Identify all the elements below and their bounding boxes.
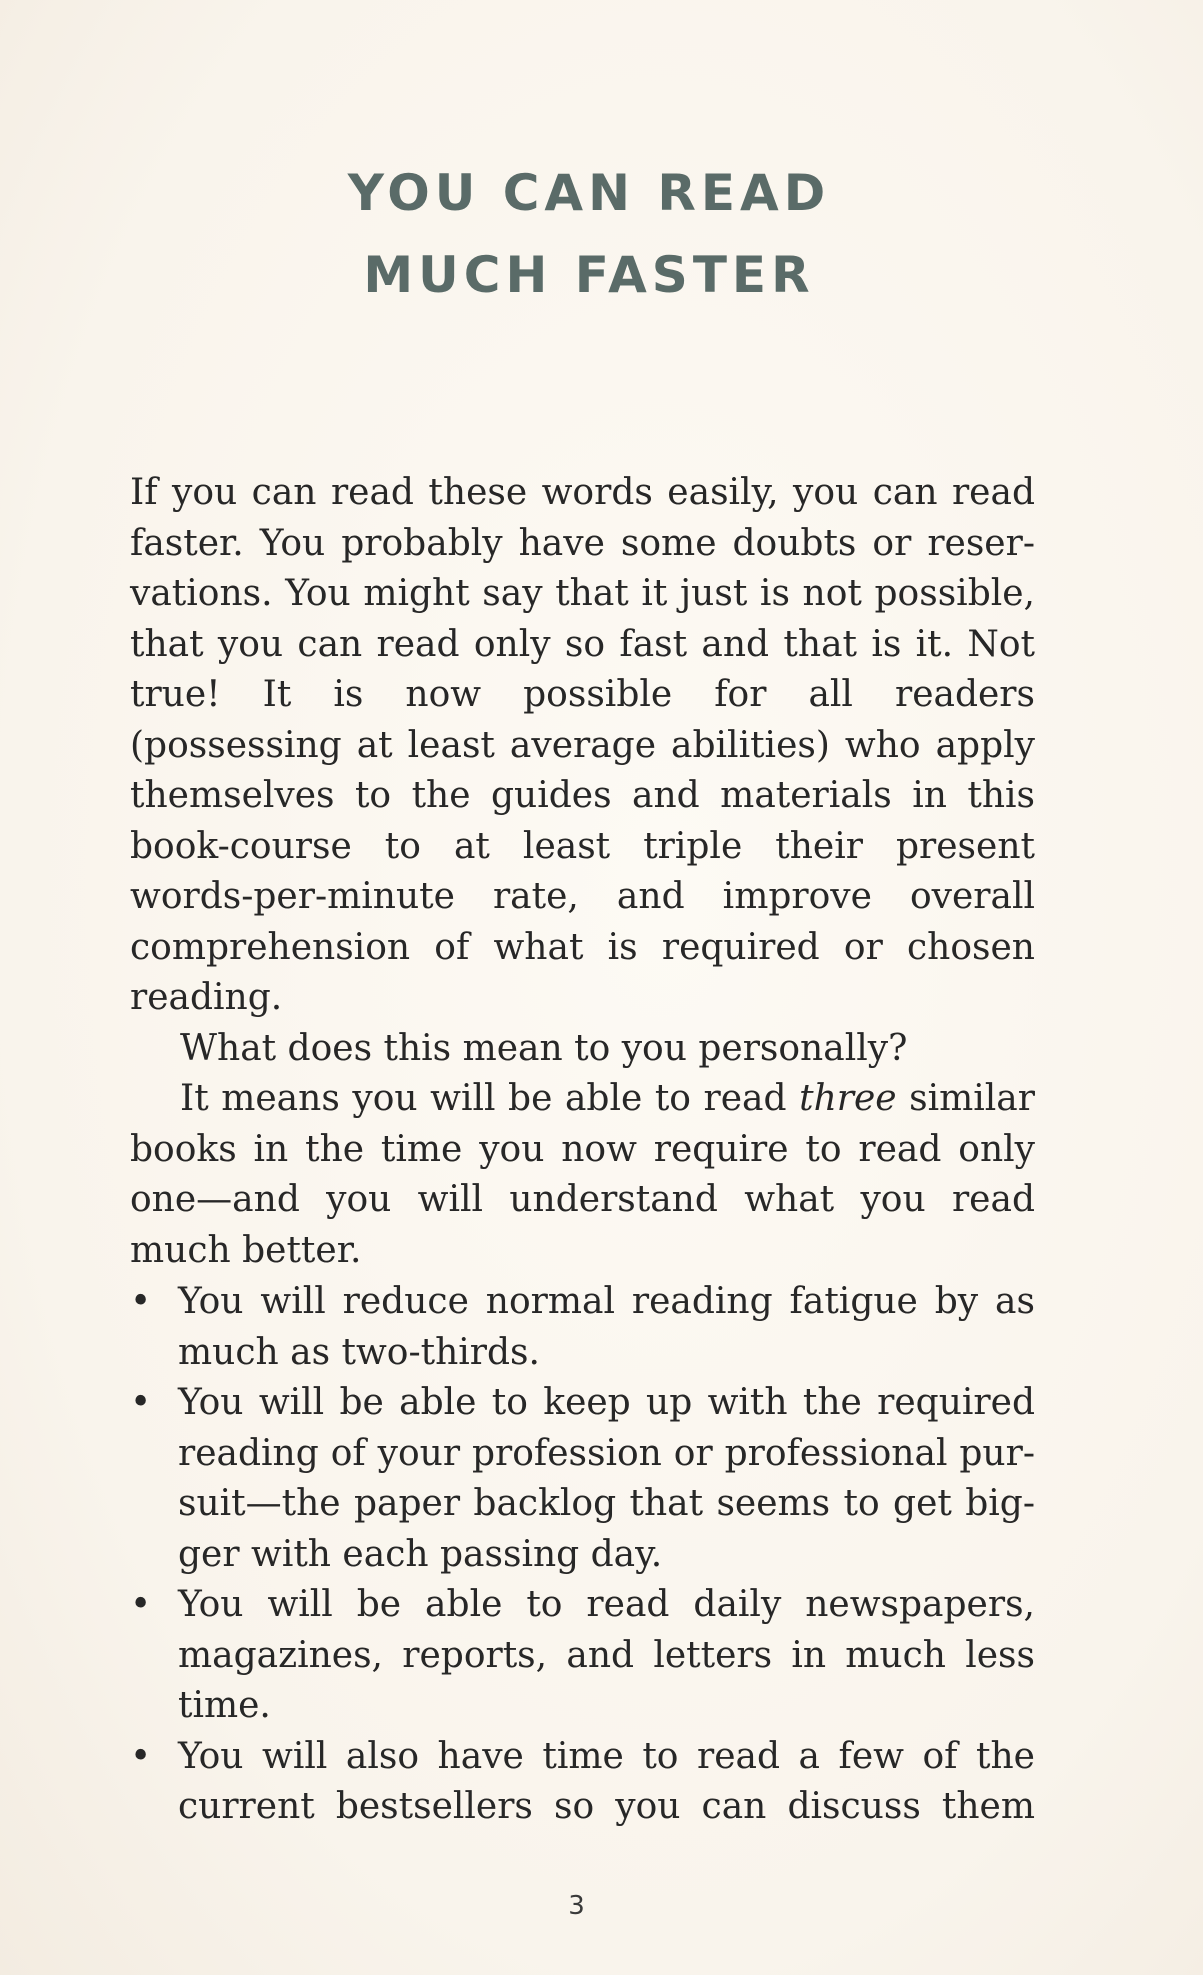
list-item: [130, 1732, 1035, 1833]
paragraph-3: [130, 1074, 1035, 1276]
chapter-title: [0, 152, 1178, 316]
paragraph-3-start: It means you will be able to read: [180, 1078, 800, 1119]
paragraph-3-end: similar books in the time you now require to read only one—and you will understand what you read much better.: [130, 1078, 1035, 1271]
list-item: [130, 1378, 1035, 1580]
list-item-text: You will be able to read daily newspapers, magazines, reports, and letters in much less time.: [178, 1584, 1035, 1726]
chapter-title-line-1: YOU CAN READ: [347, 164, 831, 222]
paragraph-2: What does this mean to you personally?: [180, 1027, 908, 1069]
page-number: 3: [568, 1891, 585, 1921]
bullet-icon: •: [130, 1735, 152, 1777]
paragraph-3-emphasis: three: [799, 1078, 897, 1119]
list-item-text: You will be able to keep up with the required reading of your profession or professional pursuit—the paper backlog that seems to get bigger with each passing day.: [178, 1382, 1035, 1575]
bullet-icon: •: [130, 1382, 152, 1423]
paragraph-1: If you can read these words easily, you can read faster. You probably have some doubts or reservations. You might say that it just is not possible, that you can read only so fast and that is it. Not true! It is now possible for all readers (possessing at least average abilities) who apply themselves to the guides and materials in this book-course to at least triple their present words-per-minute rate, and improve overall comprehension of what is required or chosen reading.: [130, 472, 1035, 1018]
list-item-text: You will reduce normal reading fatigue by as much as two-thirds.: [178, 1281, 1035, 1373]
bullet-icon: •: [130, 1281, 152, 1322]
chapter-title-line-2: MUCH FASTER: [363, 246, 815, 304]
benefits-list: [130, 1277, 1035, 1833]
list-item: [130, 1277, 1035, 1378]
body-text: [130, 468, 1035, 1276]
bullet-icon: •: [130, 1584, 152, 1625]
list-item-text: You will also have time to read a few of the current bestsellers so you can discuss them: [178, 1735, 1035, 1827]
list-item: [130, 1580, 1035, 1732]
